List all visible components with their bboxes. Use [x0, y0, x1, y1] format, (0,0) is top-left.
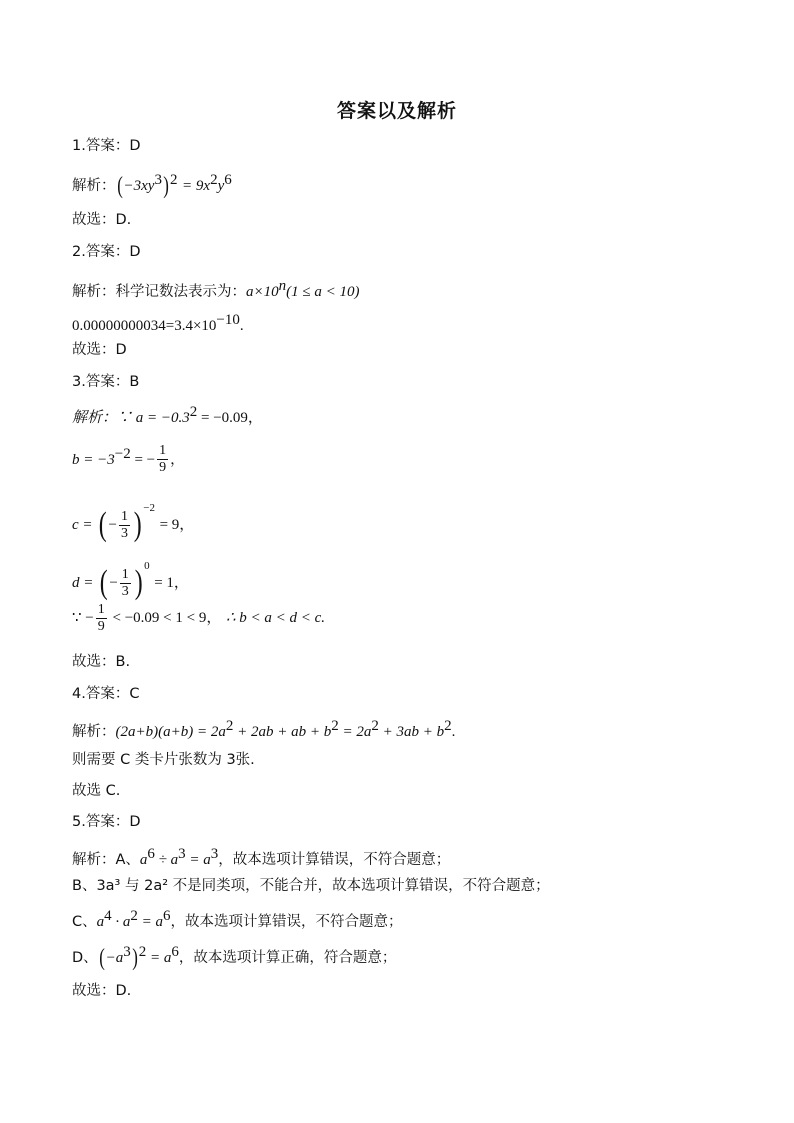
q3-b-fraction: $\frac{1}{9}$ — [159, 443, 167, 476]
q2-choose: 故选：D — [72, 342, 127, 358]
q3-b-line: $b = -3^{-2}$ = − $\frac{1}{9}$ ， — [72, 443, 185, 476]
q1-analysis-label: 解析： — [72, 177, 116, 194]
q3-answer: 3.答案：B — [72, 374, 140, 390]
q5-option-c: C、$a^4 \cdot a^2 = a^6$，故本选项计算错误，不符合题意； — [72, 908, 403, 930]
q3-compare-line: ∵ − $\frac{1}{9}$ < −0.09 < 1 < 9， ∴ b < a < d < c. — [72, 601, 326, 634]
q4-choose: 故选 C. — [72, 783, 121, 799]
q2-answer: 2.答案：D — [72, 244, 141, 260]
q1-analysis: 解析：$(-3xy^3)^2 = 9x^2y^6$ — [72, 172, 232, 199]
q3-a-line: 解析：∵ $a = -0.3^2 = -0.09$， — [72, 404, 263, 426]
q2-analysis: 解析：科学记数法表示为：$a\times 10^n(1 \le a < 10)$ — [72, 278, 360, 300]
q5-option-b: B、3a³ 与 2a² 不是同类项，不能合并，故本选项计算错误，不符合题意； — [72, 878, 550, 894]
q1-choose: 故选：D. — [72, 212, 132, 228]
q5-answer: 5.答案：D — [72, 814, 141, 830]
q3-c-fraction: $\frac{1}{3}$ — [120, 508, 128, 541]
q3-compare-fraction: $\frac{1}{9}$ — [97, 601, 105, 634]
q5-option-a: 解析：A、$a^6 \div a^3 = a^3$，故本选项计算错误，不符合题意； — [72, 846, 451, 868]
q1-answer: 1.答案：D — [72, 138, 141, 154]
q3-d-line: d = ( − $\frac{1}{3}$ ) $^0$ = 1， — [72, 560, 189, 601]
q5-choose: 故选：D. — [72, 983, 132, 999]
q5-option-d: D、$(-a^3)^2 = a^6$，故本选项计算正确，符合题意； — [72, 944, 397, 971]
q4-answer: 4.答案：C — [72, 686, 140, 702]
q3-choose: 故选：B. — [72, 654, 131, 670]
q3-c-line: c = ( − $\frac{1}{3}$ ) $^{-2}$ = 9， — [72, 502, 195, 543]
page-title: 答案以及解析 — [336, 100, 457, 122]
q2-value-line: $0.00000000034=3.4\times 10^{-10}$. — [72, 312, 244, 334]
q3-d-fraction: $\frac{1}{3}$ — [121, 566, 129, 599]
q4-analysis: 解析：$(2a+b)(a+b) = 2a^2 + 2ab$ + ab + $b^2 = 2a^2 + 3ab + b^2$. — [72, 718, 456, 740]
q4-need: 则需要 C 类卡片张数为 3张. — [72, 752, 255, 768]
